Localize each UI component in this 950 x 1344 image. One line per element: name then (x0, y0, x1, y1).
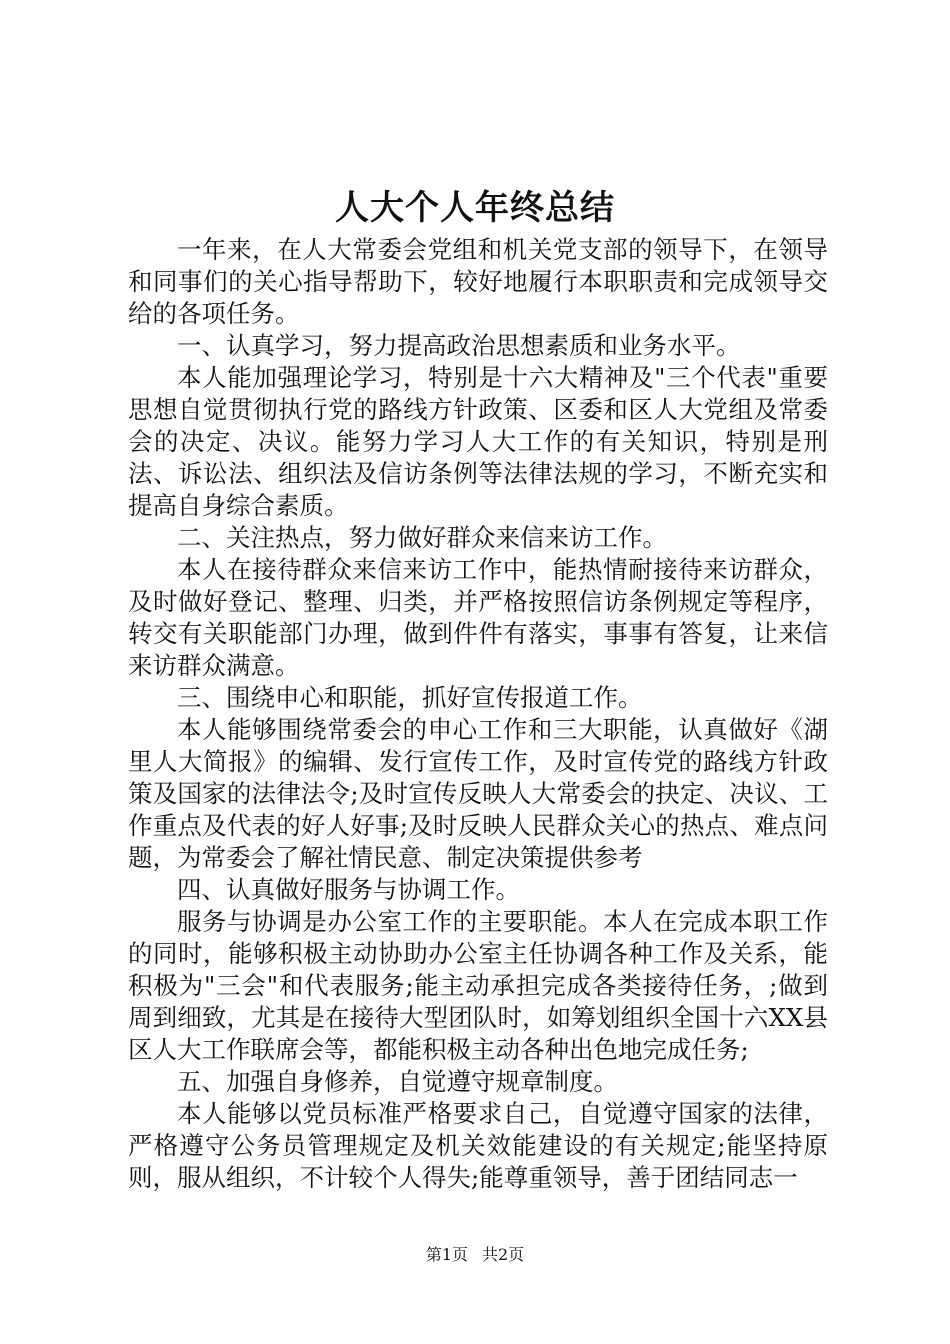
page-footer (0, 1245, 950, 1265)
section-body-2: 本人在接待群众来信来访工作中，能热情耐接待来访群众，及时做好登记、整理、归类，并严格按照信访条例规定等程序，转交有关职能部门办理，做到件件有落实，事事有答复，让来信来访群众满意。 (128, 555, 828, 680)
section-heading-5: 五、加强自身修养，自觉遵守规章制度。 (177, 1067, 618, 1096)
document-body (128, 234, 828, 1194)
section-body-1: 本人能加强理论学习，特别是十六大精神及"三个代表"重要思想自觉贯彻执行党的路线方针政策、区委和区人大党组及常委会的决定、决议。能努力学习人大工作的有关知识，特别是刑法、诉讼法、组织法及信访条例等法律法规的学习，不断充实和提高自身综合素质。 (128, 363, 828, 520)
section-heading-1: 一、认真学习，努力提高政治思想素质和业务水平。 (177, 331, 741, 360)
section-body-3: 本人能够围绕常委会的申心工作和三大职能，认真做好《湖里人大简报》的编辑、发行宣传工作，及时宣传党的路线方针政策及国家的法律法令;及时宣传反映人大常委会的抉定、决议、工作重点及代表的好人好事;及时反映人民群众关心的热点、难点问题，为常委会了解社情民意、制定决策提供参考 (128, 715, 828, 872)
intro-paragraph: 一年来，在人大常委会党组和机关党支部的领导下，在领导和同事们的关心指导帮助下，较好地履行本职职责和完成领导交给的各项任务。 (128, 235, 828, 328)
section-heading-2: 二、关注热点，努力做好群众来信来访工作。 (177, 523, 667, 552)
section-heading-3: 三、围绕申心和职能，抓好宣传报道工作。 (177, 683, 643, 712)
section-body-5: 本人能够以党员标准严格要求自己，自觉遵守国家的法律，严格遵守公务员管理规定及机关效能建设的有关规定;能坚持原则，服从组织，不计较个人得失;能尊重领导，善于团结同志一 (128, 1099, 828, 1192)
section-body-4: 服务与协调是办公室工作的主要职能。本人在完成本职工作的同时，能够积极主动协助办公室主任协调各种工作及关系，能积极为"三会"和代表服务;能主动承担完成各类接待任务，;做到周到细致，尤其是在接待大型团队时，如筹划组织全国十六XX县区人大工作联席会等，都能积极主动各种出色地完成任务; (128, 907, 828, 1064)
document-title: 人大个人年终总结 (335, 188, 615, 228)
section-heading-4: 四、认真做好服务与协调工作。 (177, 875, 520, 904)
page-number: 第1页 (425, 1245, 468, 1264)
page-total: 共2页 (482, 1245, 525, 1264)
